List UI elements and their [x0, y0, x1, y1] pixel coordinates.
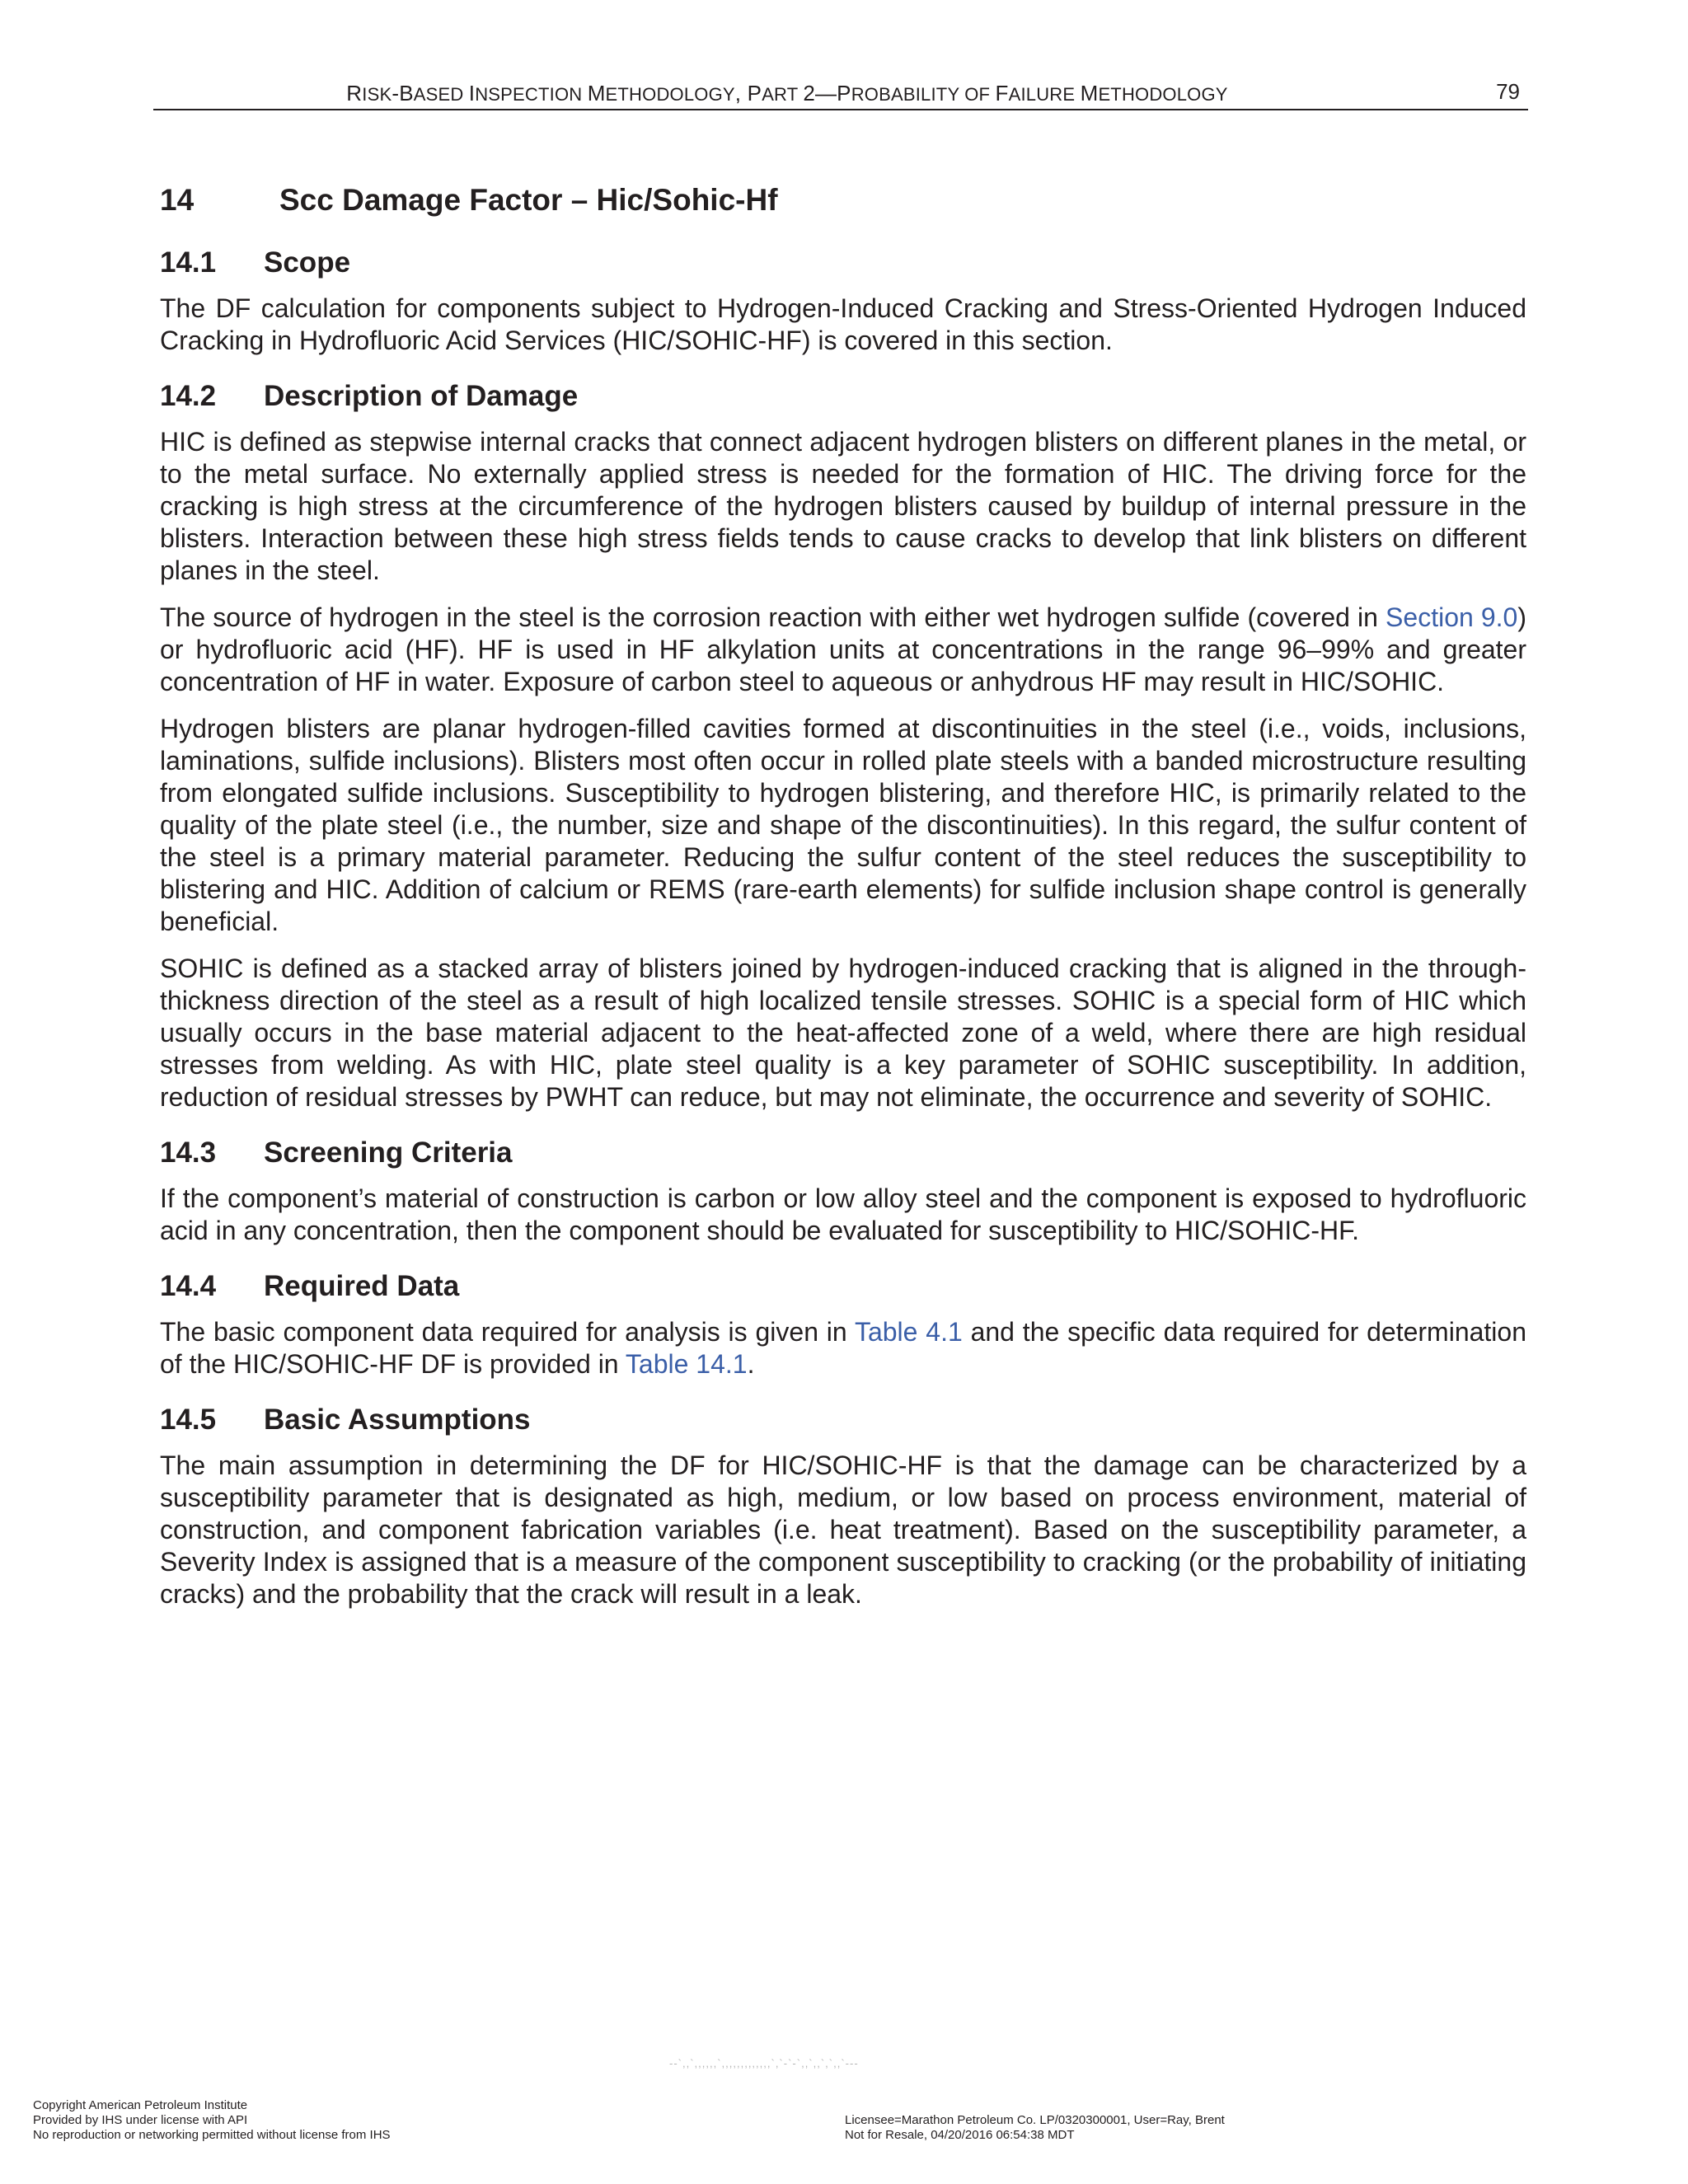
paragraph-text: The DF calculation for components subject to Hydrogen-Induced Cracking and Stress-Oriented Hydrogen Induced Cracking in Hydrofluoric Acid Services (HIC/SOHIC-HF) is covered in this section.: [160, 293, 1526, 355]
body-paragraph: [160, 1183, 1526, 1247]
running-title-part: ART: [762, 84, 804, 105]
running-title-part: R: [346, 81, 363, 105]
subsection: [160, 241, 1526, 357]
page-number: 79: [1496, 79, 1520, 104]
running-title-part: M: [587, 81, 606, 105]
subsection-title: Basic Assumptions: [264, 1404, 531, 1436]
cross-reference-link[interactable]: Table 14.1: [625, 1349, 748, 1379]
subsection-title: Required Data: [264, 1270, 460, 1302]
subsection-heading: [160, 1132, 1526, 1174]
paragraph-text: SOHIC is defined as a stacked array of blisters joined by hydrogen-induced cracking that is aligned in the through-thickness direction of the steel as a result of high localized tensile stresses. SOHIC is a special form of HIC which usually occurs in the base material adjacent to the heat-affected zone of a weld, where there are high residual stresses from welding. As with HIC, plate steel quality is a key parameter of SOHIC susceptibility. In addition, reduction of residual stresses by PWHT can reduce, but may not eliminate, the occurrence and severity of SOHIC.: [160, 954, 1526, 1112]
subsection-number: 14.5: [160, 1404, 217, 1436]
running-title-part: 2—P: [803, 81, 851, 105]
subsection-number: 14.1: [160, 246, 217, 279]
body-paragraph: [160, 1450, 1526, 1610]
subsection-title: Description of Damage: [264, 380, 579, 412]
subsections: [160, 241, 1526, 1610]
footer-line: Copyright American Petroleum Institute: [33, 2098, 248, 2112]
subsection: [160, 1132, 1526, 1247]
running-title-part: F: [995, 81, 1009, 105]
subsection-number: 14.4: [160, 1270, 217, 1302]
subsection: [160, 375, 1526, 1113]
running-title: [153, 81, 1421, 106]
footer-line: Not for Resale, 04/20/2016 06:54:38 MDT: [845, 2128, 1075, 2142]
running-title-part: ROBABILITY OF: [851, 84, 996, 105]
running-title-part: , P: [734, 81, 762, 105]
footer-license: [845, 2113, 1225, 2143]
body-paragraph: [160, 1316, 1526, 1380]
running-title-part: ISK: [362, 84, 392, 105]
running-title-part: I: [468, 81, 476, 105]
body-paragraph: [160, 293, 1526, 357]
footer-line: Licensee=Marathon Petroleum Co. LP/0320300001, User=Ray, Brent: [845, 2113, 1225, 2127]
paragraph-text: ) or hydrofluoric acid (HF). HF is used in HF alkylation units at concentrations in the range 96–99% and greater concentration of HF in water. Exposure of carbon steel to aqueous or anhydrous HF may result in HIC/SOHIC.: [160, 602, 1527, 696]
paragraph-text: The main assumption in determining the DF for HIC/SOHIC-HF is that the damage can be characterized by a susceptibility parameter that is designated as high, medium, or low based on process environment, material of construction, and component fabrication variables (i.e. heat treatment). Based on the susceptibility parameter, a Severity Index is assigned that is a measure of the component susceptibility to cracking (or the probability of initiating cracks) and the probability that the crack will result in a leak.: [160, 1451, 1526, 1609]
cross-reference-link[interactable]: Table 4.1: [854, 1317, 963, 1347]
running-title-part: ETHODOLOGY: [605, 84, 735, 105]
paragraph-text: .: [747, 1349, 755, 1379]
paragraph-text: HIC is defined as stepwise internal cracks that connect adjacent hydrogen blisters on different planes in the metal, or to the metal surface. No externally applied stress is needed for the formation of HIC. The driving force for the cracking is high stress at the circumference of the hydrogen blisters caused by buildup of internal pressure in the blisters. Interaction between these high stress fields tends to cause cracks to develop that link blisters on different planes in the steel.: [160, 427, 1526, 585]
paragraph-text: The source of hydrogen in the steel is the corrosion reaction with either wet hydrogen sulfide (covered in: [160, 602, 1386, 632]
footer-line: Provided by IHS under license with API: [33, 2113, 248, 2127]
running-title-part: AILURE: [1008, 84, 1081, 105]
running-header: [153, 79, 1528, 110]
running-title-part: ETHODOLOGY: [1098, 84, 1228, 105]
page-content: [160, 177, 1526, 1629]
running-title-part: M: [1080, 81, 1099, 105]
paragraph-text: The basic component data required for analysis is given in: [160, 1317, 855, 1347]
footer-line: No reproduction or networking permitted without license from IHS: [33, 2128, 391, 2142]
subsection: [160, 1399, 1526, 1610]
subsection-number: 14.3: [160, 1137, 217, 1169]
subsection-number: 14.2: [160, 380, 217, 412]
running-title-part: ASED: [413, 84, 469, 105]
body-paragraph: [160, 713, 1526, 938]
subsection-heading: [160, 1265, 1526, 1308]
subsection: [160, 1265, 1526, 1380]
body-paragraph: [160, 953, 1526, 1113]
paragraph-text: If the component’s material of construction is carbon or low alloy steel and the component is exposed to hydrofluoric acid in any concentration, then the component should be evaluated for susceptibility to HIC/SOHIC-HF.: [160, 1183, 1526, 1245]
subsection-heading: [160, 241, 1526, 284]
footer-copyright: [33, 2098, 391, 2143]
body-paragraph: [160, 602, 1526, 698]
running-title-part: NSPECTION: [475, 84, 588, 105]
subsection-title: Scope: [264, 246, 351, 279]
scan-artifact-text: --`,,`,,,,,,`,,,,,,,,,,,,,`,`-`-`,,`,,`,`,,`---: [669, 2057, 859, 2069]
body-paragraph: [160, 426, 1526, 587]
running-title-part: -B: [392, 81, 414, 105]
section-title: Scc Damage Factor – Hic/Sohic-Hf: [279, 183, 778, 217]
cross-reference-link[interactable]: Section 9.0: [1386, 602, 1518, 632]
section-heading: [160, 177, 1526, 223]
subsection-heading: [160, 375, 1526, 418]
paragraph-text: Hydrogen blisters are planar hydrogen-filled cavities formed at discontinuities in the steel (i.e., voids, inclusions, laminations, sulfide inclusions). Blisters most often occur in rolled plate steels with a banded microstructure resulting from elongated sulfide inclusions. Susceptibility to hydrogen blistering, and therefore HIC, is primarily related to the quality of the plate steel (i.e., the number, size and shape of the discontinuities). In this regard, the sulfur content of the steel is a primary material parameter. Reducing the sulfur content of the steel reduces the susceptibility to blistering and HIC. Addition of calcium or REMS (rare-earth elements) for sulfide inclusion shape control is generally beneficial.: [160, 714, 1526, 936]
subsection-heading: [160, 1399, 1526, 1441]
section-number: 14: [160, 183, 195, 217]
paragraph-text: and the specific data required for determination of the HIC/SOHIC-HF DF is provided in: [160, 1317, 1527, 1379]
subsection-title: Screening Criteria: [264, 1137, 513, 1169]
